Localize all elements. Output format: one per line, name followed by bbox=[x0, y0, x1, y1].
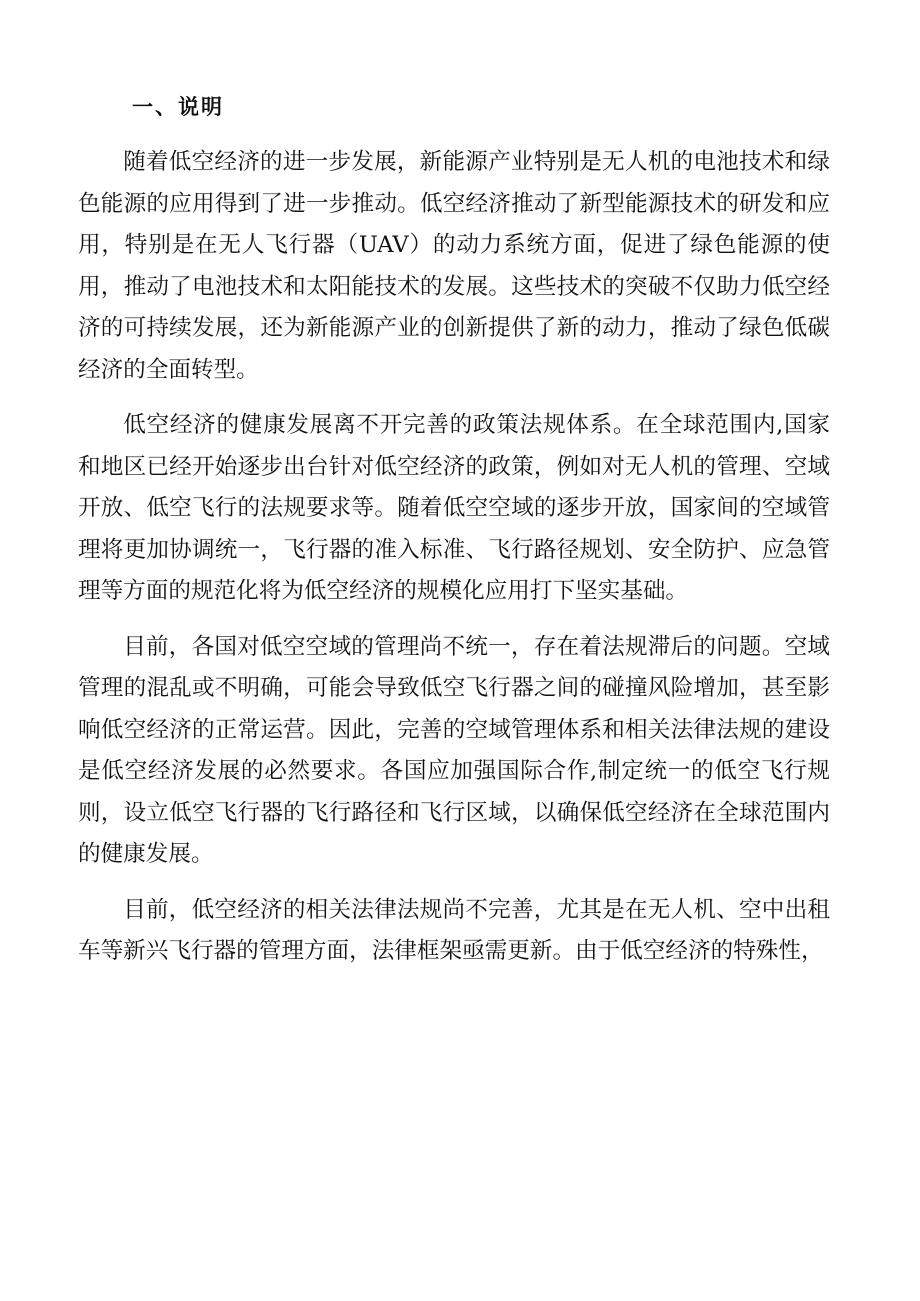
paragraph-legal-framework: 目前，低空经济的相关法律法规尚不完善，尤其是在无人机、空中出租车等新兴飞行器的管理方面，法律框架亟需更新。由于低空经济的特殊性， bbox=[78, 896, 830, 964]
paragraph-new-energy: 随着低空经济的进一步发展，新能源产业特别是无人机的电池技术和绿色能源的应用得到了进一步推动。低空经济推动了新型能源技术的研发和应用，特别是在无人飞行器（UAV）的动力系统方面，促进了绿色能源的使用，推动了电池技术和太阳能技术的发展。这些技术的突破不仅助力低空经济的可持续发展，还为新能源产业的创新提供了新的动力，推动了绿色低碳经济的全面转型。 bbox=[78, 149, 830, 383]
paragraph-policy-framework: 低空经济的健康发展离不开完善的政策法规体系。在全球范围内,国家和地区已经开始逐步出台针对低空经济的政策，例如对无人机的管理、空域开放、低空飞行的法规要求等。随着低空空域的逐步开放，国家间的空域管理将更加协调统一，飞行器的准入标准、飞行路径规划、安全防护、应急管理等方面的规范化将为低空经济的规模化应用打下坚实基础。 bbox=[78, 412, 830, 604]
document-page bbox=[78, 90, 830, 987]
paragraph-airspace-management: 目前，各国对低空空域的管理尚不统一，存在着法规滞后的问题。空域管理的混乱或不明确，可能会导致低空飞行器之间的碰撞风险增加，甚至影响低空经济的正常运营。因此，完善的空域管理体系和相关法律法规的建设是低空经济发展的必然要求。各国应加强国际合作,制定统一的低空飞行规则，设立低空飞行器的飞行路径和飞行区域，以确保低空经济在全球范围内的健康发展。 bbox=[78, 633, 830, 867]
section-heading: 一、说明 bbox=[132, 95, 224, 119]
